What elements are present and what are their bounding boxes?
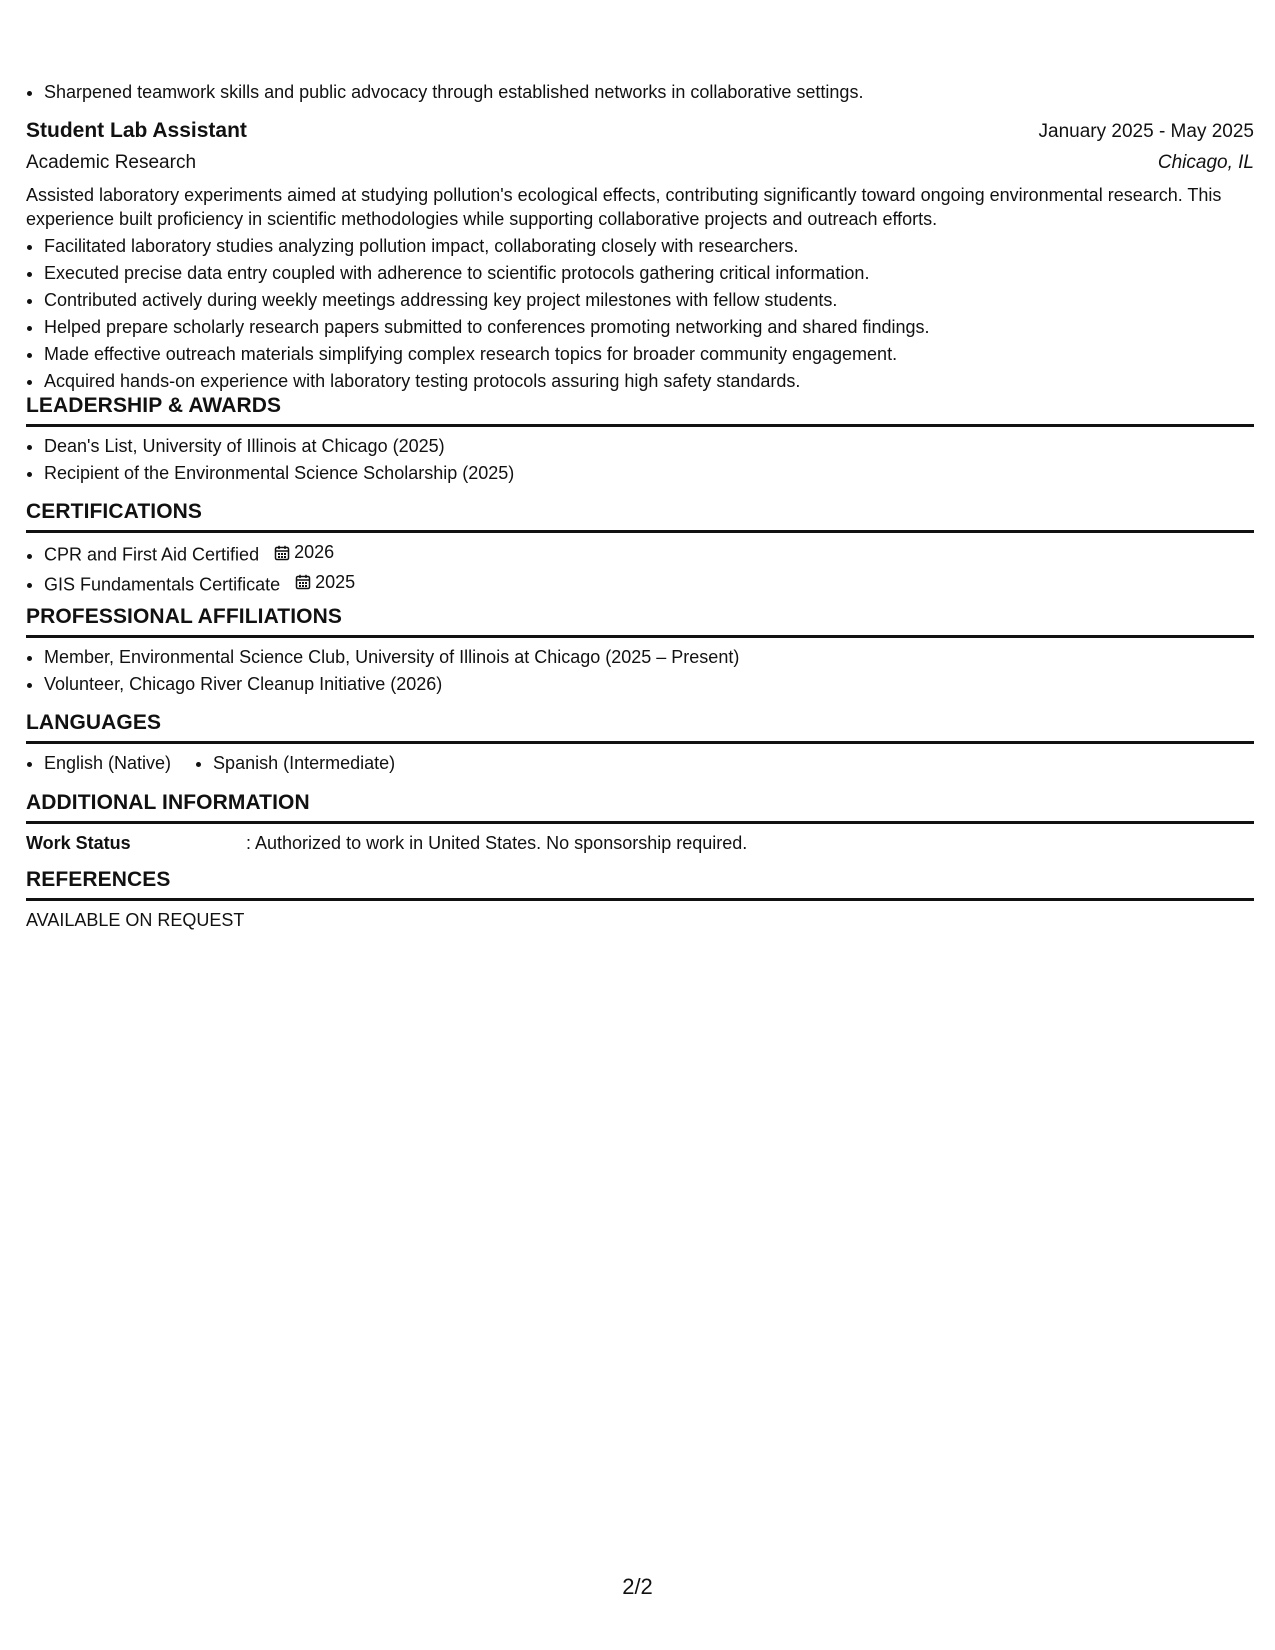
leadership-section <box>26 392 1254 487</box>
list-item: • Dean's List, University of Illinois at Chicago (2025) <box>44 433 1254 460</box>
section-heading: ADDITIONAL INFORMATION <box>26 791 310 814</box>
certification-date <box>295 569 355 596</box>
section-heading: LANGUAGES <box>26 711 162 734</box>
work-status-label: Work Status <box>26 833 131 853</box>
list-item: • Recipient of the Environmental Science Scholarship (2025) <box>44 460 1254 487</box>
job-location: Chicago, IL <box>1157 152 1254 173</box>
job-title: Student Lab Assistant <box>26 119 247 142</box>
job-bullets <box>26 233 1254 395</box>
work-status-value: : Authorized to work in United States. No sponsorship required. <box>246 833 748 853</box>
certification-name: GIS Fundamentals Certificate <box>44 574 281 594</box>
job-entry <box>26 116 1254 395</box>
previous-job-bullets <box>26 79 1254 106</box>
languages-section <box>26 709 1254 777</box>
certification-date <box>274 539 334 566</box>
list-item: • Acquired hands-on experience with laboratory testing protocols assuring high safety standards. <box>44 368 1254 395</box>
certification-item <box>44 539 1254 569</box>
affiliations-section <box>26 603 1254 698</box>
section-heading: LEADERSHIP & AWARDS <box>26 394 282 417</box>
calendar-icon <box>295 574 311 590</box>
job-dates: January 2025 - May 2025 <box>1038 121 1254 142</box>
section-divider <box>26 530 1254 533</box>
section-heading: CERTIFICATIONS <box>26 500 203 523</box>
work-status-row <box>26 830 1254 856</box>
job-header <box>26 116 1254 147</box>
list-item: • Volunteer, Chicago River Cleanup Initiative (2026) <box>44 671 1254 698</box>
certification-year: 2026 <box>294 542 335 562</box>
section-divider <box>26 635 1254 638</box>
certification-item <box>44 569 1254 599</box>
section-divider <box>26 741 1254 744</box>
page-number: 2/2 <box>622 1574 653 1599</box>
certifications-section <box>26 498 1254 598</box>
section-divider <box>26 821 1254 824</box>
list-item: • Facilitated laboratory studies analyzing pollution impact, collaborating closely with researchers. <box>44 233 1254 260</box>
calendar-icon <box>274 545 290 561</box>
references-section <box>26 866 1254 933</box>
section-divider <box>26 898 1254 901</box>
list-item: • Made effective outreach materials simplifying complex research topics for broader community engagement. <box>44 341 1254 368</box>
list-item: • Executed precise data entry coupled with adherence to scientific protocols gathering critical information. <box>44 260 1254 287</box>
language-item: • English (Native) <box>44 750 171 777</box>
section-divider <box>26 424 1254 427</box>
certification-name: CPR and First Aid Certified <box>44 544 260 565</box>
job-subheader <box>26 147 1254 179</box>
job-organization: Academic Research <box>26 152 197 173</box>
job-summary: Assisted laboratory experiments aimed at studying pollution's ecological effects, contributing significantly toward ongoing environmental research. This experience built proficiency in scientific methodologies while supporting collaborative projects and outreach efforts. <box>26 185 1222 229</box>
list-item: • Helped prepare scholarly research papers submitted to conferences promoting networking and shared findings. <box>44 314 1254 341</box>
list-item: • Contributed actively during weekly meetings addressing key project milestones with fellow students. <box>44 287 1254 314</box>
certification-year: 2025 <box>315 571 356 592</box>
list-item: • Member, Environmental Science Club, University of Illinois at Chicago (2025 – Present) <box>44 644 1254 671</box>
language-item: • Spanish (Intermediate) <box>213 750 395 777</box>
section-heading: REFERENCES <box>26 868 171 891</box>
additional-info-section <box>26 789 1254 856</box>
list-item: • Sharpened teamwork skills and public advocacy through established networks in collaborative settings. <box>44 79 1254 106</box>
section-heading: PROFESSIONAL AFFILIATIONS <box>26 605 342 628</box>
references-text: AVAILABLE ON REQUEST <box>26 910 245 930</box>
